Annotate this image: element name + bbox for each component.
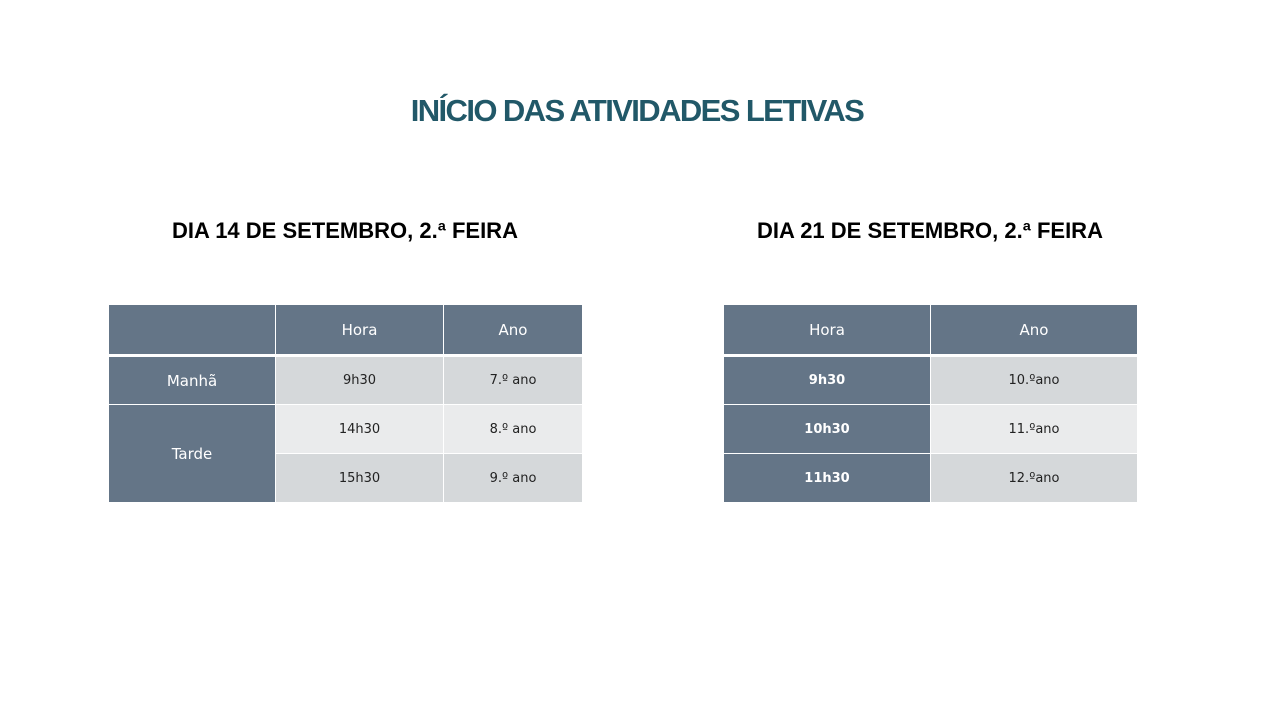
hora-cell: 15h30 — [276, 454, 444, 503]
left-schedule-heading: DIA 14 DE SETEMBRO, 2.ª FEIRA — [172, 218, 518, 243]
ano-cell: 8.º ano — [444, 405, 583, 454]
column-header-hora: Hora — [276, 305, 444, 356]
table-row — [724, 405, 1138, 454]
ano-cell: 12.ºano — [931, 454, 1138, 503]
hora-cell: 9h30 — [276, 356, 444, 405]
table-header-row — [724, 305, 1138, 356]
hora-cell: 10h30 — [724, 405, 931, 454]
ano-cell: 11.ºano — [931, 405, 1138, 454]
column-header-ano: Ano — [444, 305, 583, 356]
hora-cell: 9h30 — [724, 356, 931, 405]
table-row — [109, 405, 583, 454]
ano-cell: 10.ºano — [931, 356, 1138, 405]
period-label-tarde: Tarde — [109, 405, 276, 503]
schedule-table-21-september — [723, 304, 1138, 503]
hora-cell: 11h30 — [724, 454, 931, 503]
column-header-empty — [109, 305, 276, 356]
table-row — [724, 356, 1138, 405]
column-header-ano: Ano — [931, 305, 1138, 356]
period-label-manha: Manhã — [109, 356, 276, 405]
column-header-hora: Hora — [724, 305, 931, 356]
ano-cell: 9.º ano — [444, 454, 583, 503]
page-title: INÍCIO DAS ATIVIDADES LETIVAS — [410, 93, 864, 128]
schedule-table-14-september — [108, 304, 583, 503]
table-row — [724, 454, 1138, 503]
right-schedule-heading: DIA 21 DE SETEMBRO, 2.ª FEIRA — [757, 218, 1103, 243]
table-header-row — [109, 305, 583, 356]
ano-cell: 7.º ano — [444, 356, 583, 405]
hora-cell: 14h30 — [276, 405, 444, 454]
table-row — [109, 356, 583, 405]
